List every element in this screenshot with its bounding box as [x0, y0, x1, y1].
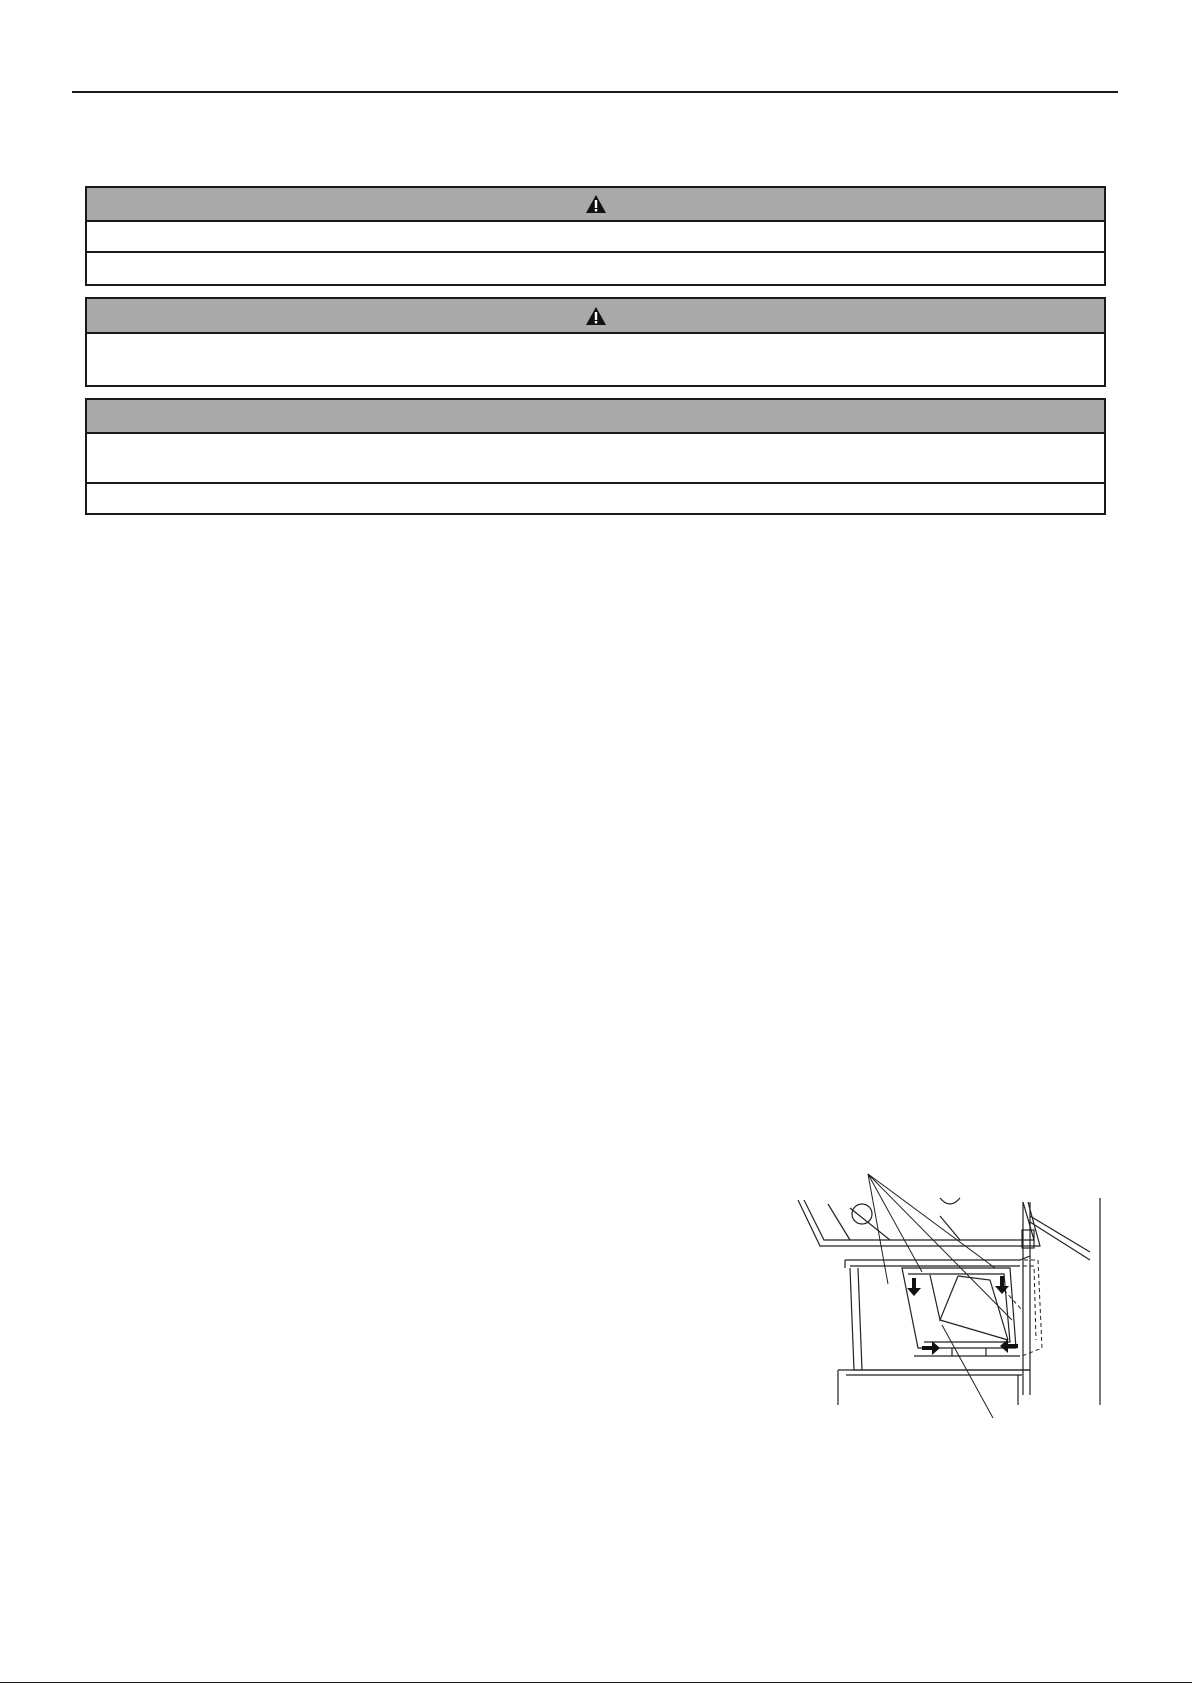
notice-row — [87, 484, 1104, 513]
callout-leader-bottom — [942, 1325, 993, 1418]
notice-box-3 — [85, 398, 1106, 515]
arrow-right — [922, 1341, 940, 1355]
side-panel — [1022, 1198, 1100, 1405]
warning-header — [87, 299, 1104, 334]
warning-triangle-icon — [585, 306, 607, 326]
drawer-install-diagram — [790, 1160, 1110, 1430]
warning-row — [87, 222, 1104, 253]
warning-triangle-icon — [585, 194, 607, 214]
top-rule — [72, 91, 1118, 93]
lid-panel — [798, 1198, 1040, 1246]
warning-box-1 — [85, 186, 1106, 286]
warning-header — [87, 188, 1104, 222]
notice-header — [87, 400, 1104, 434]
arrow-down-left — [907, 1278, 921, 1296]
warning-row — [87, 253, 1104, 284]
bottom-rule — [0, 1682, 1192, 1683]
arrow-down-right — [995, 1276, 1009, 1294]
notice-row — [87, 434, 1104, 484]
warning-row — [87, 334, 1104, 385]
drawer-rail — [845, 1256, 1030, 1268]
warning-box-2 — [85, 297, 1106, 387]
callout-leaders — [868, 1174, 1012, 1320]
